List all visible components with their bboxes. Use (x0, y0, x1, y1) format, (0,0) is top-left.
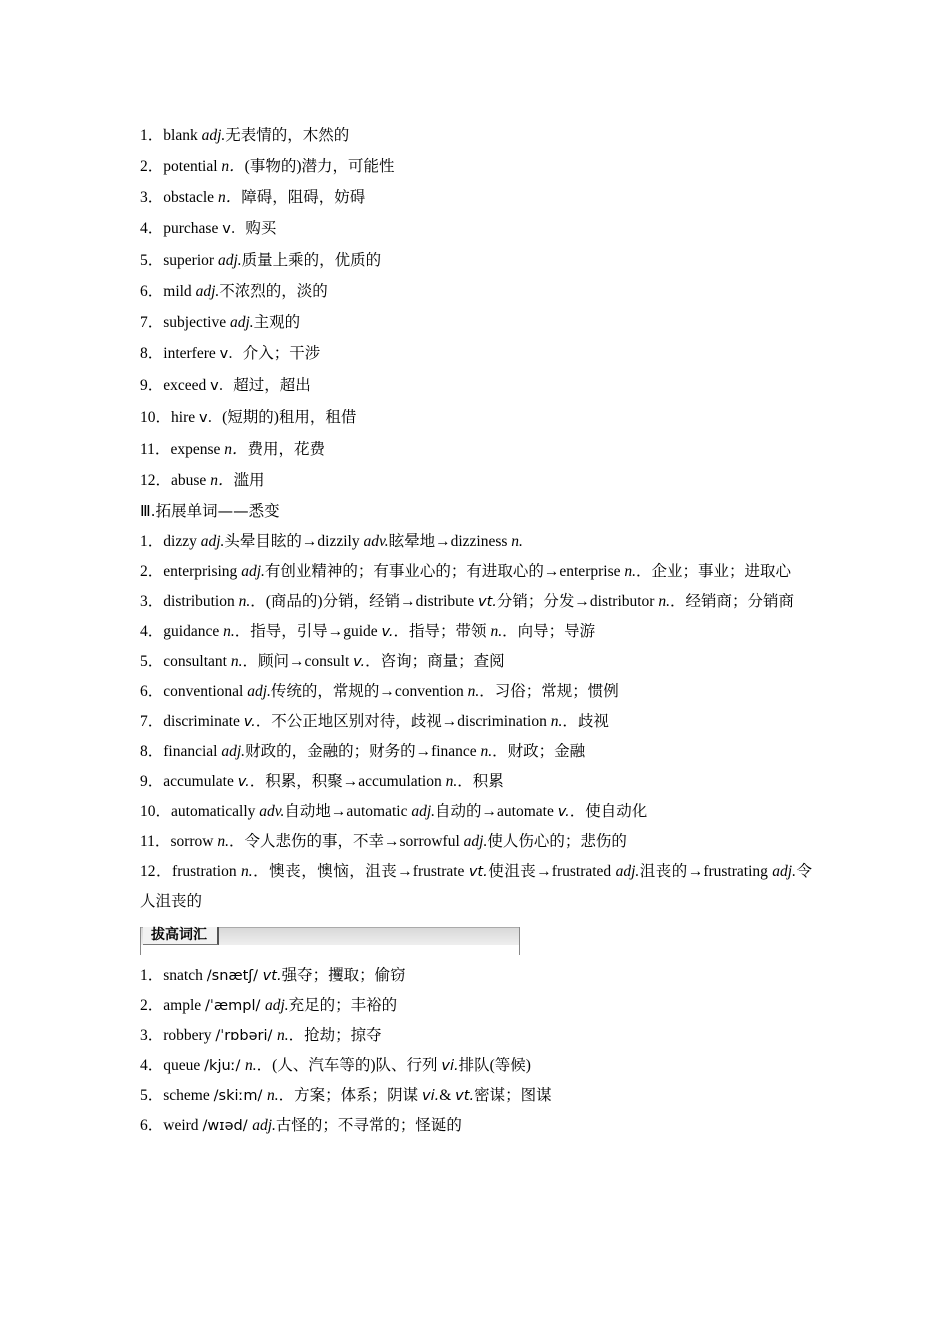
entry-pos: n. (245, 1057, 257, 1074)
entry-word: hire (171, 409, 196, 426)
word-entry (140, 991, 812, 1021)
entry-number: 5． (140, 252, 164, 269)
word-entry (140, 707, 812, 737)
entry-text: ．咨询；商量；查阅 (365, 653, 505, 670)
entry-text: 使人伤心的；悲伤的 (487, 833, 627, 850)
word-entry (140, 737, 812, 767)
word-entry (140, 213, 812, 245)
expand-word-list (140, 527, 812, 917)
entry-pos: vt. (468, 864, 488, 880)
entry-meaning: 主观的 (253, 314, 301, 331)
entry-text: 自动地→automatic (284, 803, 412, 820)
entry-text: ．令人悲伤的事，不幸→sorrowful (229, 833, 464, 850)
entry-pos: adj. (221, 743, 246, 760)
entry-text: 古怪的；不寻常的；怪诞的 (275, 1117, 462, 1134)
entry-phonetic: /wɪəd/ (202, 1118, 253, 1134)
word-entry (140, 857, 812, 917)
word-entry (140, 587, 812, 617)
entry-word: subjective (163, 314, 227, 331)
entry-text: robbery (163, 1027, 216, 1044)
entry-number: 2． (140, 158, 164, 175)
word-entry (140, 647, 812, 677)
entry-number: 11． (140, 441, 171, 458)
word-entry (140, 245, 812, 276)
entry-pos: v. (381, 624, 394, 640)
entry-pos: adj. (195, 283, 220, 300)
entry-text: discriminate (163, 713, 244, 730)
word-entry (140, 120, 812, 151)
entry-pos: adj. (463, 833, 488, 850)
word-entry (140, 434, 812, 465)
entry-text: ．企业；事业；进取心 (635, 563, 791, 580)
entry-text: 财政的，金融的；财务的→finance (245, 743, 481, 760)
word-entry (140, 370, 812, 402)
entry-pos: adj. (615, 863, 640, 880)
entry-pos: adj. (772, 863, 796, 880)
word-entry (140, 557, 812, 587)
entry-number: 7． (140, 713, 164, 730)
section-heading-expand: Ⅲ.拓展单词——悉变 (140, 502, 280, 520)
entry-pos: n. (550, 713, 563, 730)
entry-number: 8． (140, 743, 164, 760)
entry-number: 5． (140, 653, 164, 670)
entry-number: 3． (140, 1027, 164, 1044)
section-label-advanced: 拔高词汇 (143, 927, 219, 945)
word-entry (140, 307, 812, 338)
entry-number: 9． (140, 377, 164, 394)
entry-text: ．使自动化 (569, 803, 648, 820)
word-entry (140, 1051, 812, 1081)
entry-word: abuse (171, 472, 207, 489)
entry-text: ．歧视 (562, 713, 609, 730)
entry-text: 密谋；图谋 (474, 1087, 552, 1104)
entry-meaning: 障碍，阻碍，妨碍 (241, 189, 366, 206)
entry-text: dizzy (163, 533, 201, 550)
entry-text: ．经销商；分销商 (669, 593, 794, 610)
entry-pos: n. (238, 593, 251, 610)
entry-pos: adv. (259, 803, 285, 820)
entry-pos: adj. (247, 683, 271, 700)
entry-pos: v． (219, 346, 243, 362)
entry-pos: v. (557, 804, 570, 820)
entry-number: 6． (140, 1117, 164, 1134)
entry-word: expense (170, 441, 221, 458)
entry-number: 11． (140, 833, 171, 850)
entry-pos: n. (230, 653, 243, 670)
vocabulary-content (140, 120, 812, 1141)
entry-text: ．积累 (457, 773, 504, 790)
entry-text: ．积累，积聚→accumulation (249, 773, 446, 790)
entry-number: 4． (140, 623, 164, 640)
entry-text: enterprising (163, 563, 242, 580)
entry-number: 1． (140, 533, 164, 550)
entry-pos: n． (217, 189, 242, 206)
word-entry (140, 767, 812, 797)
entry-number: 10． (140, 409, 172, 426)
entry-pos: n. (217, 833, 229, 850)
entry-text: frustration (172, 863, 242, 880)
word-entry (140, 527, 812, 557)
entry-text: ．向导；导游 (502, 623, 596, 640)
word-entry (140, 617, 812, 647)
entry-text: 强夺；攫取；偷窃 (281, 967, 406, 984)
entry-pos: vi. (422, 1088, 440, 1104)
entry-word: superior (163, 252, 215, 269)
entry-text: ample (163, 997, 206, 1014)
word-entry (140, 182, 812, 213)
entry-text: ．顾问→consult (242, 653, 354, 670)
entry-meaning: 质量上乘的，优质的 (241, 252, 382, 269)
word-entry (140, 677, 812, 707)
entry-pos: v. (353, 654, 366, 670)
section-bar-advanced (140, 923, 812, 953)
entry-text: & (439, 1087, 456, 1104)
entry-pos: adj. (229, 314, 254, 331)
entry-phonetic: /skiːm/ (213, 1088, 267, 1104)
entry-pos: adj. (217, 252, 242, 269)
entry-text: ．指导；带领 (393, 623, 491, 640)
entry-pos: n. (658, 593, 670, 610)
entry-pos: n. (467, 683, 480, 700)
advanced-word-list (140, 961, 812, 1141)
entry-text: 头晕目眩的→dizzily (224, 533, 364, 550)
entry-pos: v. (243, 714, 256, 730)
entry-pos: adj. (264, 997, 289, 1014)
entry-pos: n. (267, 1087, 279, 1104)
entry-text: 分销；分发→distributor (496, 593, 659, 610)
entry-pos: n. (223, 623, 235, 640)
entry-meaning: 滥用 (233, 472, 265, 489)
entry-text: 眩晕地→dizziness (388, 533, 512, 550)
entry-text: ．懊丧，懊恼，沮丧→frustrate (252, 863, 469, 880)
entry-text: 充足的；丰裕的 (288, 997, 398, 1014)
entry-text: sorrow (170, 833, 218, 850)
entry-pos: n. (490, 623, 503, 640)
entry-text: 沮丧的→frustrating (639, 863, 773, 880)
entry-text: ．财政；金融 (492, 743, 586, 760)
entry-number: 12． (140, 472, 172, 489)
entry-word: purchase (163, 220, 219, 237)
entry-pos: n. (511, 533, 523, 550)
entry-pos: vt. (455, 1088, 475, 1104)
entry-number: 7． (140, 314, 164, 331)
entry-pos: n. (277, 1027, 289, 1044)
word-entry (140, 402, 812, 434)
word-entry (140, 827, 812, 857)
entry-number: 2． (140, 563, 164, 580)
entry-text: weird (163, 1117, 203, 1134)
entry-text: 自动的→automate (435, 803, 558, 820)
word-entry (140, 797, 812, 827)
entry-text: distribution (163, 593, 239, 610)
word-entry (140, 276, 812, 307)
word-entry (140, 1081, 812, 1111)
entry-text: accumulate (163, 773, 238, 790)
entry-number: 1． (140, 967, 164, 984)
entry-pos: adj. (411, 803, 436, 820)
entry-pos: n． (224, 441, 248, 458)
entry-word: mild (163, 283, 192, 300)
entry-number: 6． (140, 683, 164, 700)
entry-word: blank (163, 127, 198, 144)
entry-meaning: 费用，花费 (247, 441, 326, 458)
entry-pos: v． (222, 221, 246, 237)
entry-text: 使沮丧→frustrated (487, 863, 616, 880)
entry-text: 排队(等候) (458, 1057, 531, 1074)
entry-pos: v. (237, 774, 250, 790)
entry-number: 4． (140, 220, 164, 237)
entry-meaning: (短期的)租用，租借 (222, 409, 357, 426)
entry-text: 令人沮丧的 (140, 863, 812, 910)
entry-pos: n. (241, 863, 253, 880)
entry-number: 9． (140, 773, 164, 790)
entry-number: 6． (140, 283, 164, 300)
word-entry (140, 1111, 812, 1141)
entry-pos: n. (445, 773, 458, 790)
entry-text: scheme (163, 1087, 214, 1104)
entry-number: 12． (140, 863, 173, 880)
entry-pos: n. (480, 743, 493, 760)
word-entry (140, 1021, 812, 1051)
entry-meaning: 购买 (245, 220, 277, 237)
entry-text: financial (163, 743, 222, 760)
entry-word: exceed (163, 377, 207, 394)
entry-pos: adj. (252, 1117, 276, 1134)
entry-pos: vt. (478, 594, 497, 610)
entry-pos: vi. (441, 1058, 459, 1074)
entry-meaning: 介入；干涉 (242, 345, 321, 362)
entry-phonetic: /ˈrɒbəri/ (215, 1028, 277, 1044)
entry-phonetic: /kjuː/ (204, 1058, 246, 1074)
entry-meaning: 不浓烈的，淡的 (219, 283, 328, 300)
entry-text: ．习俗；常规；惯例 (479, 683, 619, 700)
entry-text: ．(商品的)分销，经销→distribute (250, 593, 478, 610)
entry-meaning: 超过，超出 (233, 377, 311, 394)
entry-pos: v． (210, 378, 234, 394)
entry-pos: n． (221, 158, 245, 175)
entry-text: ．指导，引导→guide (234, 623, 382, 640)
entry-text: queue (163, 1057, 205, 1074)
word-entry (140, 151, 812, 182)
entry-text: automatically (171, 803, 260, 820)
entry-number: 8． (140, 345, 164, 362)
entry-number: 1． (140, 127, 164, 144)
entry-text: 传统的，常规的→convention (270, 683, 468, 700)
entry-number: 4． (140, 1057, 164, 1074)
entry-pos: v． (199, 410, 223, 426)
entry-pos: adj. (241, 563, 265, 580)
entry-word: interfere (163, 345, 216, 362)
entry-pos: adv. (363, 533, 389, 550)
entry-pos: vt. (262, 968, 282, 984)
entry-meaning: (事物的)潜力，可能性 (244, 158, 395, 175)
entry-pos: adj. (201, 127, 226, 144)
entry-text: ．(人、汽车等的)队、行列 (256, 1057, 442, 1074)
entry-phonetic: /snætʃ/ (206, 968, 263, 984)
entry-text: guidance (163, 623, 224, 640)
entry-word: potential (163, 158, 218, 175)
entry-text: snatch (163, 967, 207, 984)
entry-text: ．方案；体系；阴谋 (278, 1087, 423, 1104)
entry-number: 3． (140, 189, 164, 206)
entry-text: consultant (163, 653, 231, 670)
entry-number: 10． (140, 803, 172, 820)
entry-text: ．抢劫；掠夺 (288, 1027, 382, 1044)
word-entry (140, 961, 812, 991)
entry-number: 5． (140, 1087, 164, 1104)
entry-text: ．不公正地区别对待，歧视→discrimination (255, 713, 551, 730)
entry-meaning: 无表情的，木然的 (225, 127, 350, 144)
entry-pos: n． (210, 472, 234, 489)
entry-text: conventional (163, 683, 248, 700)
entry-number: 2． (140, 997, 164, 1014)
entry-phonetic: /ˈæmpl/ (205, 998, 265, 1014)
entry-text: 有创业精神的；有事业心的；有进取心的→enterprise (264, 563, 625, 580)
entry-pos: n. (624, 563, 636, 580)
entry-number: 3． (140, 593, 164, 610)
word-entry (140, 465, 812, 496)
entry-pos: adj. (200, 533, 225, 550)
word-entry (140, 338, 812, 370)
basic-word-list (140, 120, 812, 496)
entry-word: obstacle (163, 189, 215, 206)
